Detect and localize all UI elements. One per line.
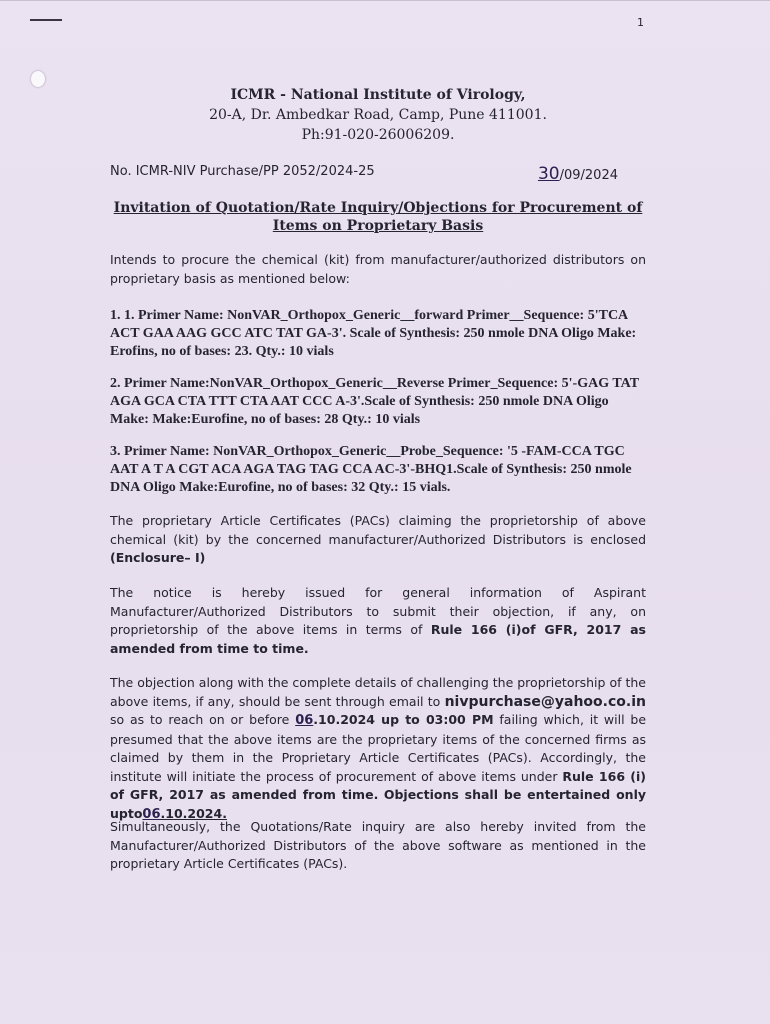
letterhead (110, 86, 646, 145)
organization-name: ICMR - National Institute of Virology, (230, 87, 526, 103)
handwritten-deadline-day: 06 (295, 713, 314, 728)
pac-paragraph (110, 512, 646, 568)
closing-paragraph: Simultaneously, the Quotations/Rate inquiry are also hereby invited from the Manufacturer/Authorized Distributors of the above software as mentioned in the proprietary Article Certificates (PACs). (110, 819, 646, 871)
handwritten-day: 30 (537, 164, 560, 184)
reference-date (538, 164, 618, 184)
scan-edge (0, 0, 770, 11)
objection-text-3: failing which, it will be presumed that the above items are the proprietary items of the concerned firms as claimed by them in the Proprietary Article Certificates (PACs). Accordingly, the institute will initiate the process of procurement of above items under (110, 712, 647, 784)
objection-paragraph (110, 674, 646, 824)
list-item-3: 3. Primer Name: NonVAR_Orthopox_Generic__Probe_Sequence: '5 -FAM-CCA TGC AAT A T A CGT ACA AGA TAG TAG CCA AC-3'-BHQ1.Scale of Synthesis: 250 nmole DNA Oligo Make:Eurofine, no of bases: 32 Qty.: 15 vials. (110, 444, 632, 495)
punch-hole (31, 71, 45, 87)
page-number: 1 (637, 16, 644, 29)
objection-rule: Rule 166 (i) of GFR, 2017 as amended from time. (110, 768, 646, 802)
deadline-printed: .10.2024 up to 03:00 PM (313, 712, 494, 727)
reference-line (110, 164, 618, 184)
objection-text-2: so as to reach on or before (110, 712, 290, 727)
reference-number: No. ICMR-NIV Purchase/PP 2052/2024-25 (110, 164, 375, 179)
handwritten-upto-day: 06 (142, 806, 161, 822)
objection-deadline-statement: Objections shall be entertained only upto (110, 787, 646, 821)
notice-text: The notice is hereby issued for general information of Aspirant Manufacturer/Authorized Distributors to submit their objection, if any, on proprietorship of the above items in terms of (110, 585, 646, 637)
pac-text: The proprietary Article Certificates (PACs) claiming the proprietorship of above chemical (kit) by the concerned manufacturer/Authorized Distributors is enclosed (110, 513, 646, 547)
objection-text-1: The objection along with the complete details of challenging the proprietorship of the above items, if any, should be sent through email to (110, 675, 646, 709)
organization-address: 20-A, Dr. Ambedkar Road, Camp, Pune 411001. (209, 107, 547, 123)
intro-paragraph: Intends to procure the chemical (kit) from manufacturer/authorized distributors on proprietary basis as mentioned below: (110, 252, 646, 286)
scan-mark (30, 19, 62, 21)
organization-phone: Ph:91-020-26006209. (301, 127, 455, 143)
contact-email[interactable]: nivpurchase@yahoo.co.in (444, 693, 646, 710)
upto-printed: .10.2024. (160, 805, 227, 821)
list-item-2: 2. Primer Name:NonVAR_Orthopox_Generic__Reverse Primer_Sequence: 5'-GAG TAT AGA GCA CTA TTT CTA AAT CCC A-3'.Scale of Synthesis: 250 nmole DNA Oligo Make: Make:Eurofine, no of bases: 28 Qty.: 10 vials (110, 376, 639, 427)
notice-rule: Rule 166 (i)of GFR, 2017 as amended from time to time. (110, 622, 646, 656)
enclosure-label: (Enclosure– I) (110, 550, 206, 565)
printed-date: /09/2024 (559, 168, 618, 183)
notice-paragraph (110, 584, 646, 658)
list-item-1: 1. 1. Primer Name: NonVAR_Orthopox_Generic__forward Primer__Sequence: 5'TCA ACT GAA AAG GCC ATC TAT GA-3'. Scale of Synthesis: 250 nmole DNA Oligo Make: Erofins, no of bases: 23. Qty.: 10 vials (110, 308, 637, 359)
subject-heading: Invitation of Quotation/Rate Inquiry/Objections for Procurement of Items on Proprietary Basis (113, 200, 643, 234)
